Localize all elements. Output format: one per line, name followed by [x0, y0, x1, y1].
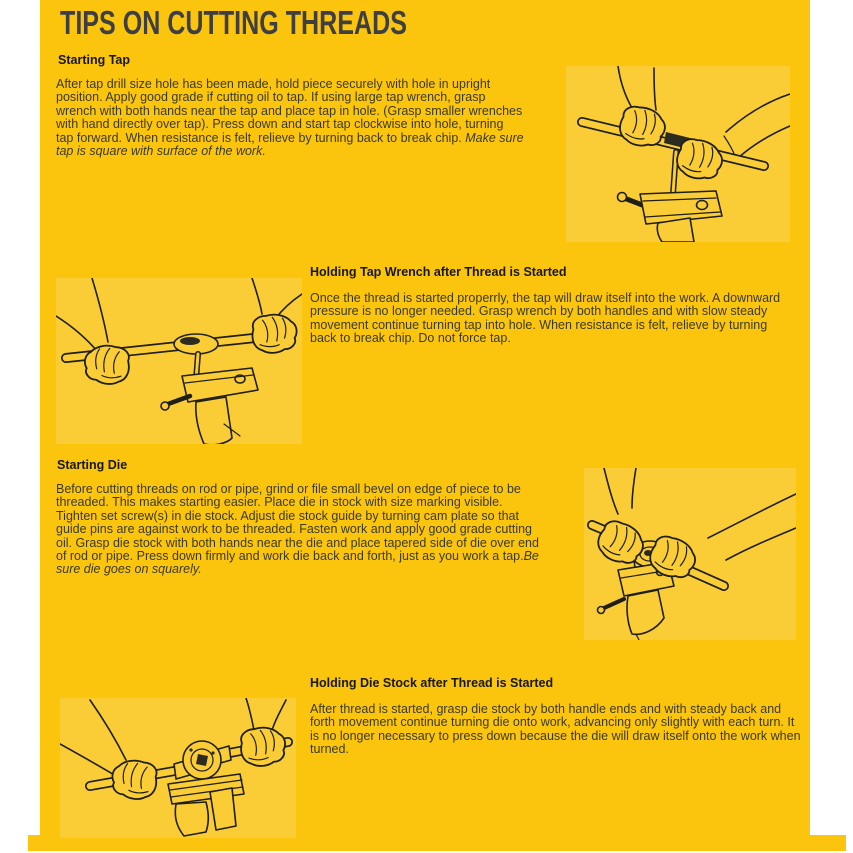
right-hand	[238, 725, 287, 769]
paragraph-starting-die	[56, 483, 540, 577]
die-stock-on-rod-in-vise-drawing	[584, 468, 796, 640]
illustration-starting-tap	[566, 66, 790, 242]
paragraph-italic-note: Be sure die goes on squarely.	[56, 549, 539, 577]
vise	[168, 774, 244, 836]
heading-starting-tap: Starting Tap	[58, 53, 130, 67]
paragraph-holding-die-stock	[310, 703, 804, 757]
tap-wrench-handles-in-vise-drawing	[56, 278, 302, 444]
heading-holding-tap-wrench: Holding Tap Wrench after Thread is Started	[310, 265, 567, 279]
paragraph-starting-tap	[56, 78, 524, 158]
heading-holding-die-stock: Holding Die Stock after Thread is Started	[310, 676, 554, 690]
tap	[673, 152, 676, 194]
paragraph-text: After thread is started, grasp die stock by both handle ends and with steady back and forth movement continue turning die onto work, advancing only slightly with each turn. It is no longer necessary to press down because the die will draw itself onto the work when turned.	[310, 702, 801, 757]
illustration-holding-die-stock	[60, 698, 296, 838]
paragraph-italic-note: Make sure tap is square with surface of the work.	[56, 130, 524, 159]
tap-wrench-in-vise-drawing	[566, 66, 790, 242]
die-stock-handles-over-vise-drawing	[60, 698, 296, 838]
paragraph-text: After tap drill size hole has been made, hold piece securely with hole in upright position. Apply good grade if cutting oil to tap. If using large tap wrench, grasp wrench with both hands near the tap and place tap in hole. (Grasp smaller wrenches with hand directly over tap). Press down and start tap clockwise into hole, turning tap forward. When resistance is felt, relieve by turning back to break chip.	[56, 77, 523, 145]
paragraph-text: Before cutting threads on rod or pipe, grind or file small bevel on edge of piece to be threaded. This makes starting easier. Place die in stock with size marking visible. Tighten set screw(s) in die stock. Adjust die stock guide by turning cam plate so that guide pins are against work to be threaded. Fasten work and apply good grade cutting oil. Grasp die stock with both hands near the die and place tapered side of die over end of rod or pipe. Press down firmly and work die back and forth, just as you work a tap.	[56, 482, 539, 564]
die-stock-head	[183, 741, 221, 779]
paragraph-holding-tap-wrench	[310, 292, 796, 346]
wrench-chuck	[174, 334, 218, 354]
heading-starting-die: Starting Die	[57, 458, 128, 472]
left-hand	[109, 757, 159, 802]
vise	[618, 191, 723, 242]
illustration-holding-tap-wrench	[56, 278, 302, 444]
illustration-starting-die	[584, 468, 796, 640]
page-title: TIPS ON CUTTING THREADS	[60, 4, 407, 41]
right-hand	[250, 312, 298, 355]
left-hand	[82, 343, 131, 387]
paragraph-text: Once the thread is started properrly, the tap will draw itself into the work. A downward pressure is no longer needed. Grasp wrench by both handles and with slow steady movement continue turning tap into hole. When resistance is felt, relieve by turning back to break chip. Do not force tap.	[310, 291, 781, 346]
vise	[161, 368, 258, 444]
right-hand	[674, 136, 725, 182]
